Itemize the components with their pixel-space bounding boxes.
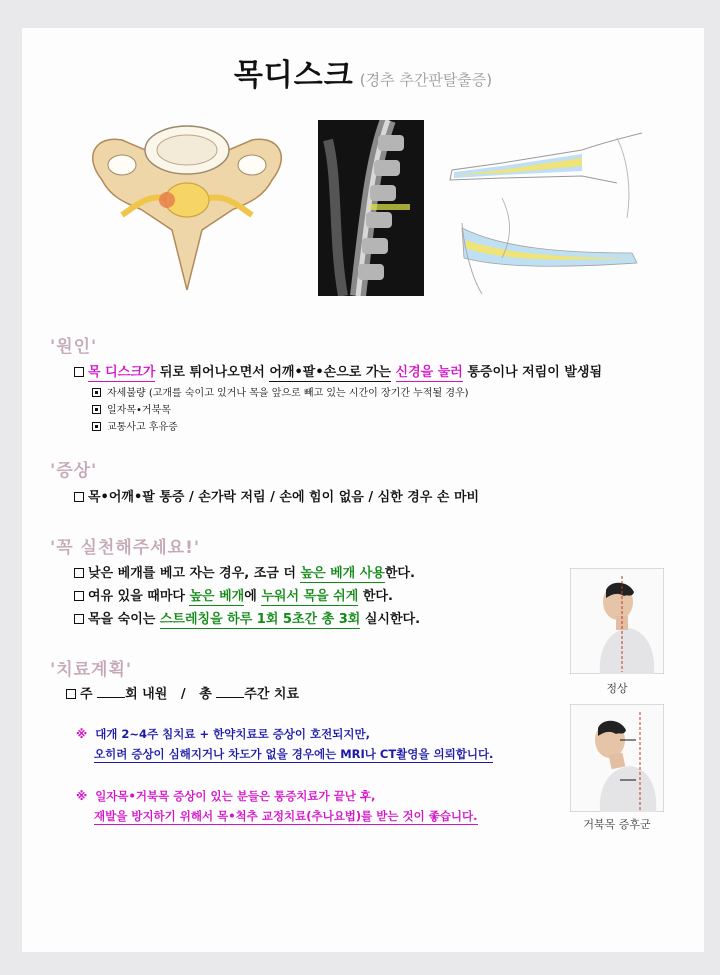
practice-line-1: 낮은 베개를 베고 자는 경우, 조금 더 높은 베개 사용한다. (74, 562, 415, 581)
cause-bullet: 교통사고 후유증 (92, 418, 178, 433)
cause-bullet: 자세불량 (고개를 숙이고 있거나 목을 앞으로 빼고 있는 시간이 장기간 누적될 경우) (92, 384, 469, 399)
practice-line-2: 여유 있을 때마다 높은 베개에 누워서 목을 쉬게 한다. (74, 585, 393, 604)
vertebra-illustration (62, 120, 312, 292)
checkbox-icon (74, 367, 84, 377)
turtle-neck-photo (570, 704, 664, 812)
checkbox-icon (74, 568, 84, 578)
checkbox-icon (74, 591, 84, 601)
plan-heading: '치료계획' (50, 660, 133, 680)
cause-heading: '원인' (50, 337, 98, 357)
normal-posture-photo (570, 568, 664, 674)
visits-blank (97, 687, 125, 698)
bullet-icon (92, 422, 101, 431)
note-1-line-2: 오히려 증상이 심해지거나 차도가 없을 경우에는 MRI나 CT촬영을 의뢰합니다. (94, 747, 494, 761)
plan-line: 주 회 내원 / 총 주간 치료 (66, 683, 299, 702)
bullet-icon (92, 405, 101, 414)
bullet-icon (92, 388, 101, 397)
practice-line-3: 목을 숙이는 스트레칭을 하루 1회 5초간 총 3회 실시한다. (74, 608, 420, 627)
nerve-arm-diagram (442, 128, 652, 294)
symptom-heading: '증상' (50, 461, 98, 481)
symptom-line: 목•어깨•팔 통증 / 손가락 저림 / 손에 힘이 없음 / 심한 경우 손 마비 (74, 486, 479, 505)
practice-heading: '꼭 실천해주세요!' (50, 538, 201, 558)
title-block (22, 50, 704, 94)
page-title: 목디스크 (233, 58, 354, 93)
note-2-line-1: ※ 일자목•거북목 증상이 있는 분들은 통증치료가 끝난 후, (76, 789, 376, 803)
page-subtitle: (경추 추간판탈출증) (359, 71, 493, 89)
turtle-neck-caption: 거북목 증후군 (583, 818, 651, 831)
document-page (22, 28, 704, 952)
cause-bullet: 일자목•거북목 (92, 401, 171, 416)
mri-scan (318, 120, 424, 296)
checkbox-icon (74, 492, 84, 502)
checkbox-icon (74, 614, 84, 624)
checkbox-icon (66, 689, 76, 699)
note-1-line-1: ※ 대개 2~4주 침치료 + 한약치료로 증상이 호전되지만, (76, 727, 370, 741)
cause-main: 목 디스크가 뒤로 튀어나오면서 어깨•팔•손으로 가는 신경을 눌러 통증이나 저림이 발생됨 (74, 361, 602, 380)
note-2-line-2: 재발을 방지하기 위해서 목•척추 교정치료(추나요법)를 받는 것이 좋습니다. (94, 809, 478, 823)
weeks-blank (216, 687, 244, 698)
normal-posture-caption: 정상 (606, 682, 628, 695)
